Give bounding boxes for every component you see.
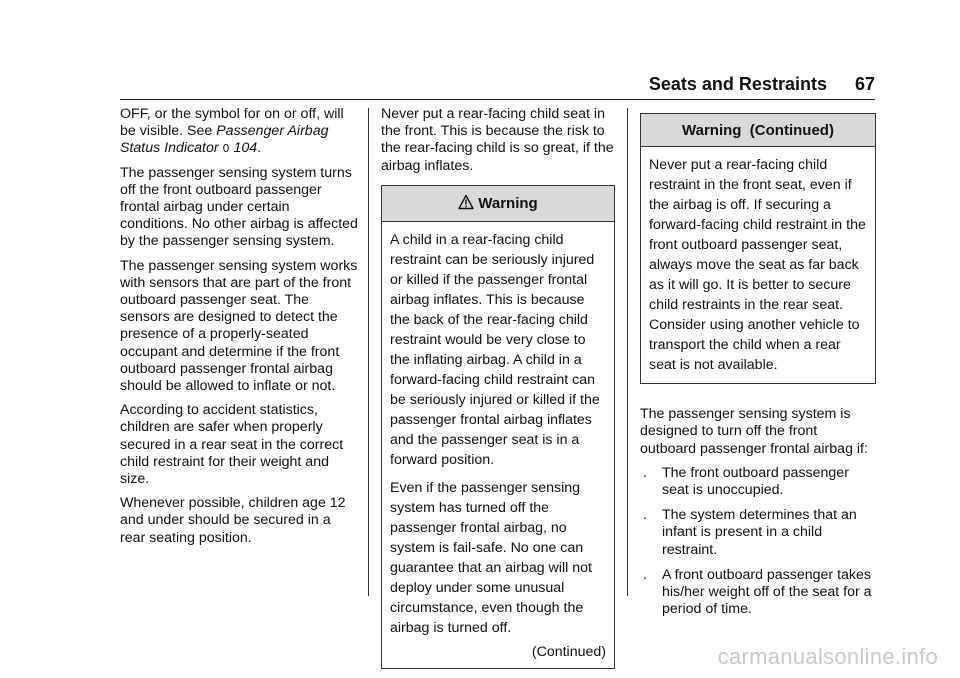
column-divider-1 [368, 108, 369, 596]
warning-body [382, 222, 614, 668]
list-item-text: The front outboard passenger seat is unoccupied. [662, 464, 849, 499]
warning-continued-header: Warning (Continued) [641, 114, 875, 147]
paragraph: Whenever possible, children age 12 and under should be secured in a rear seating position. [120, 495, 346, 546]
column-2 [381, 106, 615, 669]
warning-paragraph: Even if the passenger sensing system has turned off the passenger frontal airbag, no system is fail-safe. No one can guarantee that an airbag will not deploy under some unusual circumstance, even though the airbag is turned off. [390, 480, 592, 637]
warning-triangle-icon [458, 194, 474, 214]
cross-reference-link[interactable]: Passenger Airbag Status Indicator [120, 123, 329, 157]
list-item [640, 567, 876, 619]
paragraph [120, 106, 358, 158]
header-rule [120, 99, 875, 100]
warning-title: Warning [478, 194, 538, 212]
paragraph: According to accident statistics, children are safer when properly secured in a rear seat in the correct child restraint for their weight and size. [120, 402, 344, 488]
bullet-symbol: . [643, 464, 647, 481]
list-item-text: A front outboard passenger takes his/her weight off of the seat for a period of time. [662, 566, 872, 618]
watermark: carmanualsonline.info [717, 644, 938, 669]
column-divider-2 [627, 108, 628, 596]
paragraph: Never put a rear-facing child seat in the front. This is because the risk to the rear-facing child is so great, if the airbag inflates. [381, 106, 614, 174]
page-ref-symbol: 0 [222, 142, 230, 156]
warning-continued-box [640, 113, 876, 384]
paragraph: The passenger sensing system turns off the front outboard passenger frontal airbag under certain conditions. No other airbag is affected by the passenger sensing system. [120, 164, 358, 250]
warning-body [641, 147, 875, 383]
page-header [120, 72, 875, 96]
warning-header [382, 186, 614, 222]
paragraph: The passenger sensing system is designed to turn off the front outboard passenger frontal airbag if: [640, 406, 868, 457]
page-number: 67 [854, 73, 875, 94]
paragraph: The passenger sensing system works with sensors that are part of the front outboard passenger seat. The sensors are designed to detect the presence of a properly-seated occupant and determine if the front outboard passenger frontal airbag should be allowed to inflate or not. [120, 257, 358, 395]
column-1 [120, 106, 358, 554]
bullet-symbol: . [643, 507, 647, 524]
list-item [640, 507, 876, 559]
page-ref-number[interactable]: 104 [233, 140, 258, 157]
bullet-list [640, 465, 876, 619]
paragraph-end: . [257, 140, 262, 157]
list-item-text: The system determines that an infant is present in a child restraint. [662, 507, 857, 558]
warning-box [381, 185, 615, 669]
warning-paragraph: Never put a rear-facing child restraint in the front seat, even if the airbag is off. If securing a forward-facing child restraint in the front outboard passenger seat, always move the seat as far back as it will go. It is better to secure child restraints in the rear seat. Consider using another vehicle to transport the child when a rear seat is not available. [649, 157, 866, 374]
paragraph-text: OFF, or the symbol for on or off, will be visible. See [120, 106, 344, 140]
warning-paragraph: A child in a rear-facing child restraint can be seriously injured or killed if the passenger frontal airbag inflates. This is because the back of the rear-facing child restraint would be very close to the inflating airbag. A child in a forward-facing child restraint can be seriously injured or killed if the passenger frontal airbag inflates and the passenger seat is in a forward position. [390, 232, 600, 469]
column-3 [640, 106, 876, 626]
continued-label: (Continued) [531, 644, 606, 661]
bullet-symbol: . [643, 566, 647, 583]
list-item [640, 465, 876, 499]
section-title: Seats and Restraints [648, 73, 827, 94]
